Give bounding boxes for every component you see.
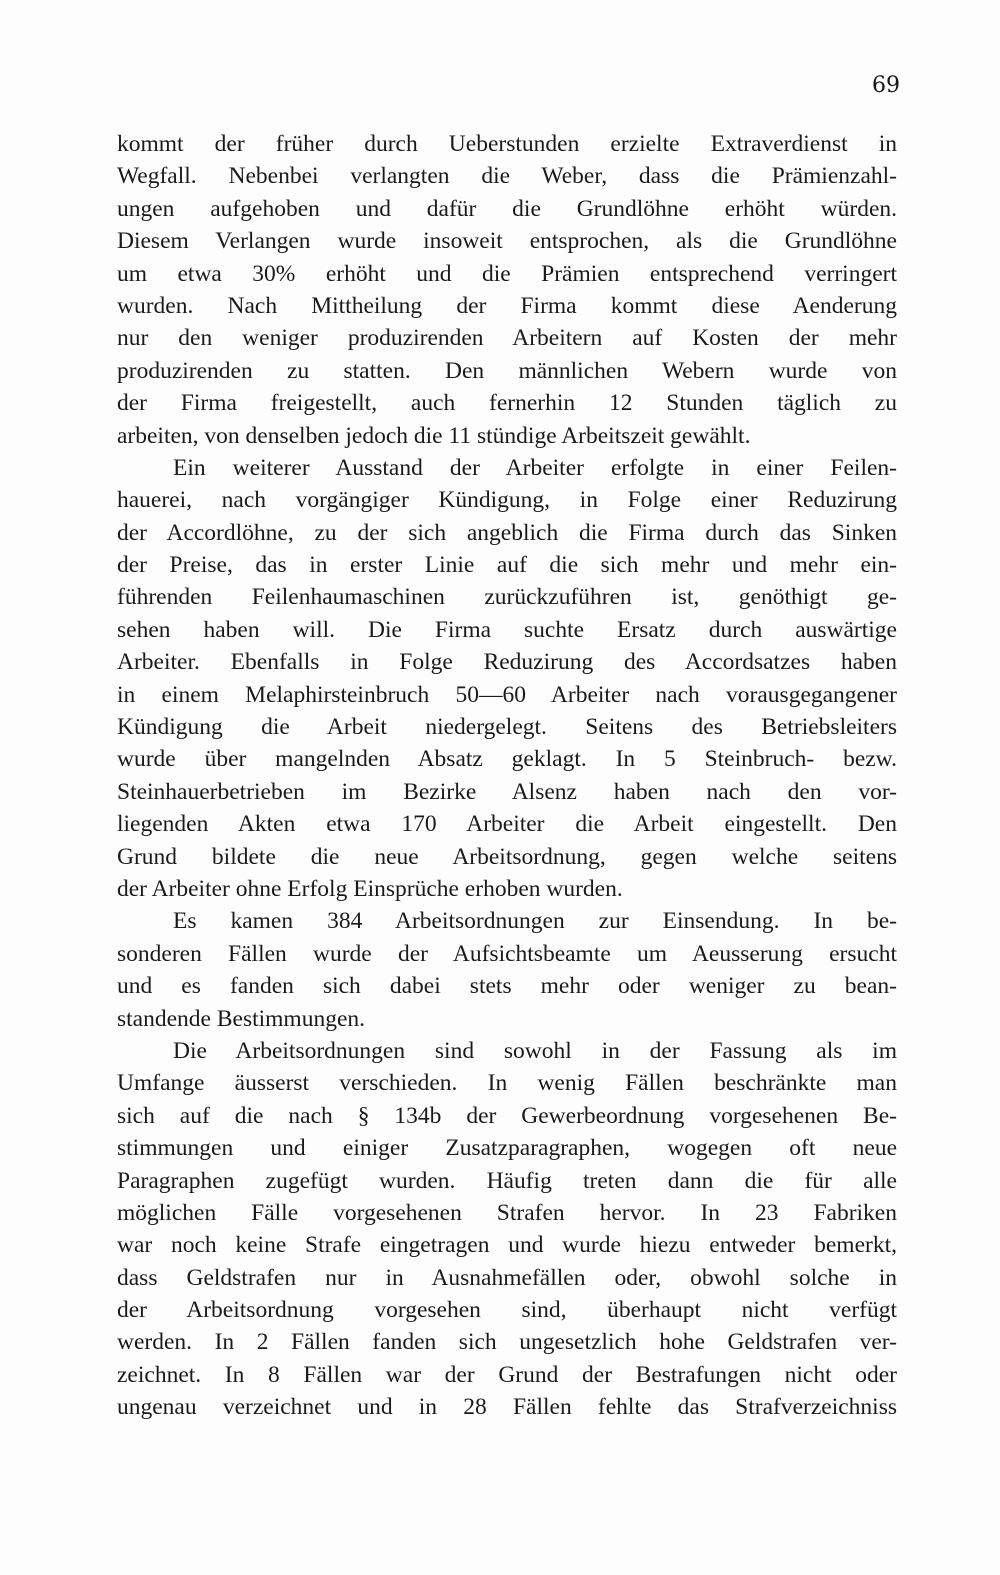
text-line: dass Geldstrafen nur in Ausnahmefällen oder, obwohl solche in — [117, 1264, 897, 1291]
text-line: liegenden Akten etwa 170 Arbeiter die Arbeit eingestellt. Den — [117, 811, 897, 838]
text-line: wurden. Nach Mittheilung der Firma kommt diese Aenderung — [117, 292, 897, 319]
text-line: der Preise, das in erster Linie auf die sich mehr und mehr ein- — [117, 552, 897, 579]
text-line: sich auf die nach § 134b der Gewerbeordnung vorgesehenen Be- — [117, 1102, 897, 1129]
text-line: arbeiten, von denselben jedoch die 11 stündige Arbeitszeit gewählt. — [117, 422, 751, 449]
text-line: Diesem Verlangen wurde insoweit entsprochen, als die Grundlöhne — [117, 228, 897, 255]
text-line: der Arbeiter ohne Erfolg Einsprüche erhoben wurden. — [117, 875, 623, 902]
text-line: möglichen Fälle vorgesehenen Strafen hervor. In 23 Fabriken — [117, 1199, 897, 1226]
text-line: der Accordlöhne, zu der sich angeblich die Firma durch das Sinken — [117, 519, 897, 546]
text-line: Kündigung die Arbeit niedergelegt. Seitens des Betriebsleiters — [117, 714, 897, 741]
text-line: Es kamen 384 Arbeitsordnungen zur Einsendung. In be- — [173, 908, 897, 935]
text-line: kommt der früher durch Ueberstunden erzielte Extraverdienst in — [117, 131, 897, 157]
text-line: stimmungen und einiger Zusatzparagraphen, wogegen oft neue — [117, 1135, 897, 1162]
text-line: produzirenden zu statten. Den männlichen Webern wurde von — [117, 357, 897, 384]
text-line: ungenau verzeichnet und in 28 Fällen fehlte das Strafverzeichniss — [117, 1394, 897, 1421]
text-line: ungen aufgehoben und dafür die Grundlöhne erhöht würden. — [117, 195, 897, 222]
text-line: hauerei, nach vorgängiger Kündigung, in Folge einer Reduzirung — [117, 487, 897, 514]
text-line: und es fanden sich dabei stets mehr oder weniger zu bean- — [117, 973, 897, 1000]
text-line: der Arbeitsordnung vorgesehen sind, überhaupt nicht verfügt — [117, 1297, 897, 1324]
body-text — [117, 128, 897, 1424]
text-line: standende Bestimmungen. — [117, 1005, 366, 1032]
text-line: Die Arbeitsordnungen sind sowohl in der Fassung als im — [173, 1037, 897, 1064]
text-line: sonderen Fällen wurde der Aufsichtsbeamte um Aeusserung ersucht — [117, 940, 897, 967]
text-line: sehen haben will. Die Firma suchte Ersatz durch auswärtige — [117, 616, 897, 643]
text-line: werden. In 2 Fällen fanden sich ungesetzlich hohe Geldstrafen ver- — [117, 1329, 897, 1356]
text-line: zeichnet. In 8 Fällen war der Grund der Bestrafungen nicht oder — [117, 1361, 897, 1388]
text-line: war noch keine Strafe eingetragen und wurde hiezu entweder bemerkt, — [117, 1232, 897, 1259]
page-number: 69 — [872, 73, 900, 98]
text-line: Wegfall. Nebenbei verlangten die Weber, dass die Prämienzahl- — [117, 163, 897, 190]
text-line: der Firma freigestellt, auch fernerhin 12 Stunden täglich zu — [117, 390, 897, 417]
text-line: wurde über mangelnden Absatz geklagt. In 5 Steinbruch- bezw. — [117, 746, 897, 773]
text-line: Grund bildete die neue Arbeitsordnung, gegen welche seitens — [117, 843, 897, 870]
text-line: Paragraphen zugefügt wurden. Häufig treten dann die für alle — [117, 1167, 897, 1194]
text-line: in einem Melaphirsteinbruch 50—60 Arbeiter nach vorausgegangener — [117, 681, 897, 708]
text-line: Umfange äusserst verschieden. In wenig Fällen beschränkte man — [117, 1070, 897, 1097]
text-line: Arbeiter. Ebenfalls in Folge Reduzirung des Accordsatzes haben — [117, 649, 897, 676]
text-line: führenden Feilenhaumaschinen zurückzuführen ist, genöthigt ge- — [117, 584, 897, 611]
text-line: Steinhauerbetrieben im Bezirke Alsenz haben nach den vor- — [117, 778, 897, 805]
text-line: Ein weiterer Ausstand der Arbeiter erfolgte in einer Feilen- — [173, 454, 897, 481]
text-line: um etwa 30% erhöht und die Prämien entsprechend verringert — [117, 260, 897, 287]
text-line: nur den weniger produzirenden Arbeitern auf Kosten der mehr — [117, 325, 897, 352]
